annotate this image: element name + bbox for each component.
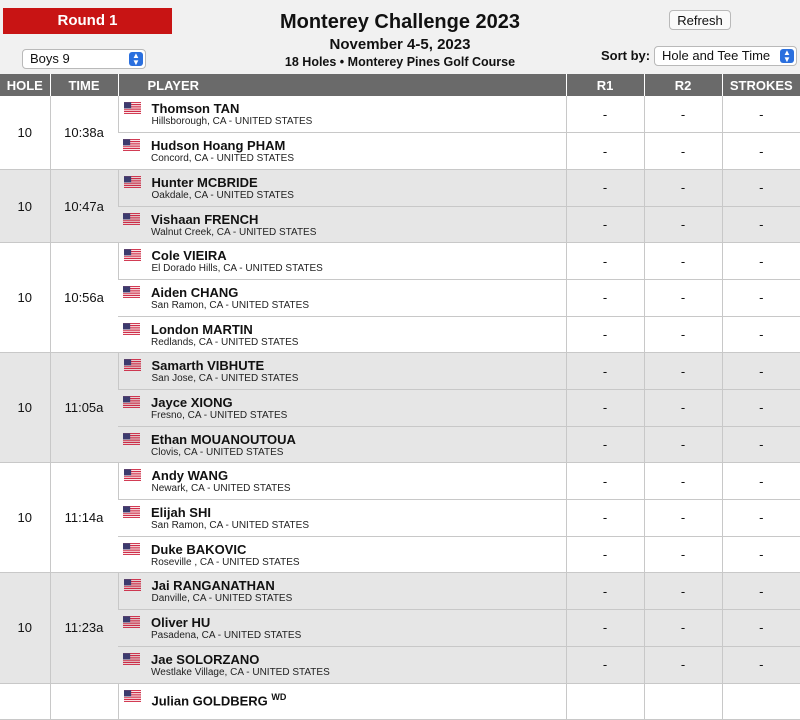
us-flag-icon	[123, 433, 140, 445]
player-location: Hillsborough, CA - UNITED STATES	[151, 116, 313, 127]
table-row[interactable]	[0, 353, 800, 390]
r1-cell: -	[566, 169, 644, 206]
r2-cell: -	[644, 610, 722, 647]
r2-cell: -	[644, 133, 722, 170]
col-header-strokes[interactable]: STROKES	[722, 74, 800, 96]
us-flag-icon	[123, 286, 140, 298]
player-name-text[interactable]: Julian GOLDBERG	[151, 692, 268, 708]
r1-cell	[566, 683, 644, 720]
r1-cell: -	[566, 463, 644, 500]
us-flag-icon	[124, 359, 141, 371]
player-name-text[interactable]: Jai RANGANATHAN	[151, 578, 275, 594]
player-name[interactable]	[151, 653, 566, 667]
col-header-hole[interactable]: HOLE	[0, 74, 50, 96]
strokes-cell: -	[722, 353, 800, 390]
table-row[interactable]	[0, 610, 800, 647]
player-cell[interactable]	[118, 610, 566, 647]
player-name-text[interactable]: Jayce XIONG	[151, 395, 233, 410]
time-cell: 11:05a	[50, 353, 118, 463]
player-cell[interactable]	[118, 573, 566, 610]
table-row[interactable]	[0, 279, 800, 316]
select-chevron-icon: ▲ ▼	[780, 49, 794, 63]
player-name-text[interactable]: Cole VIEIRA	[151, 248, 227, 264]
us-flag-icon	[124, 690, 141, 702]
player-name[interactable]	[151, 506, 566, 520]
r2-cell: -	[644, 96, 722, 133]
sort-select-value: Hole and Tee Time	[662, 48, 771, 63]
player-cell[interactable]	[118, 536, 566, 573]
player-location: Concord, CA - UNITED STATES	[151, 153, 294, 165]
strokes-cell: -	[722, 646, 800, 683]
select-chevron-icon: ▲ ▼	[129, 52, 143, 66]
r2-cell: -	[644, 316, 722, 353]
sort-label: Sort by:	[601, 48, 651, 63]
player-location: Roseville , CA - UNITED STATES	[151, 556, 300, 568]
player-location: Danville, CA - UNITED STATES	[151, 593, 293, 605]
player-location: San Ramon, CA - UNITED STATES	[151, 520, 310, 532]
sort-select[interactable]	[654, 46, 797, 66]
player-location: Clovis, CA - UNITED STATES	[151, 446, 284, 458]
r2-cell: -	[644, 646, 722, 683]
strokes-cell: -	[722, 573, 800, 610]
hole-cell: 10	[0, 169, 50, 242]
player-name[interactable]	[152, 579, 566, 593]
tee-times-table	[0, 74, 800, 720]
r1-cell: -	[566, 610, 644, 647]
player-location: Westlake Village, CA - UNITED STATES	[151, 666, 330, 678]
us-flag-icon	[124, 469, 141, 481]
player-name-text[interactable]: Ethan MOUANOUTOUA	[151, 431, 296, 447]
player-cell[interactable]	[118, 646, 566, 683]
table-row[interactable]	[0, 536, 800, 573]
player-name[interactable]	[151, 286, 566, 300]
strokes-cell: -	[722, 316, 800, 353]
time-cell	[50, 683, 118, 720]
strokes-cell: -	[722, 500, 800, 537]
r2-cell: -	[644, 390, 722, 427]
hole-cell: 10	[0, 353, 50, 463]
col-header-r1[interactable]: R1	[566, 74, 644, 96]
player-name[interactable]	[151, 433, 566, 447]
player-name-text[interactable]: Jae SOLORZANO	[151, 651, 260, 667]
r1-cell: -	[566, 279, 644, 316]
player-cell[interactable]	[118, 316, 566, 353]
hole-cell: 10	[0, 573, 50, 683]
player-name-text[interactable]: London MARTIN	[151, 321, 253, 337]
r1-cell: -	[566, 243, 644, 280]
table-row[interactable]	[0, 206, 800, 243]
strokes-cell: -	[722, 279, 800, 316]
us-flag-icon	[124, 579, 141, 591]
r2-cell: -	[644, 573, 722, 610]
strokes-cell: -	[722, 243, 800, 280]
table-row[interactable]	[0, 426, 800, 463]
player-name[interactable]	[152, 176, 566, 190]
r2-cell: -	[644, 243, 722, 280]
table-row[interactable]	[0, 500, 800, 537]
r1-cell: -	[566, 353, 644, 390]
strokes-cell: -	[722, 96, 800, 133]
us-flag-icon	[123, 543, 140, 555]
event-dates: November 4-5, 2023	[329, 36, 471, 53]
strokes-cell: -	[722, 133, 800, 170]
player-location: Newark, CA - UNITED STATES	[151, 483, 291, 495]
withdrawn-badge: WD	[271, 691, 287, 702]
table-row[interactable]	[0, 316, 800, 353]
table-row[interactable]	[0, 169, 800, 206]
player-name[interactable]	[152, 102, 566, 116]
r1-cell: -	[566, 133, 644, 170]
r2-cell: -	[644, 536, 722, 573]
player-cell[interactable]	[118, 353, 566, 390]
us-flag-icon	[123, 323, 140, 335]
strokes-cell: -	[722, 206, 800, 243]
strokes-cell: -	[722, 390, 800, 427]
us-flag-icon	[123, 616, 140, 628]
col-header-r2[interactable]: R2	[644, 74, 722, 96]
r2-cell: -	[644, 279, 722, 316]
player-name[interactable]	[152, 359, 566, 373]
r2-cell: -	[644, 353, 722, 390]
player-name-text[interactable]: Hudson Hoang PHAM	[151, 138, 286, 154]
r1-cell: -	[566, 206, 644, 243]
us-flag-icon	[123, 653, 140, 665]
player-name[interactable]	[152, 690, 566, 708]
time-cell: 10:47a	[50, 169, 118, 242]
us-flag-icon	[123, 396, 140, 408]
table-row[interactable]	[0, 573, 800, 610]
strokes-cell: -	[722, 463, 800, 500]
player-cell[interactable]	[118, 390, 566, 427]
strokes-cell: -	[722, 169, 800, 206]
player-name[interactable]	[151, 543, 566, 557]
r1-cell: -	[566, 316, 644, 353]
player-cell[interactable]	[118, 426, 566, 463]
r2-cell: -	[644, 426, 722, 463]
player-name-text[interactable]: Thomson TAN	[151, 101, 240, 116]
player-location: San Ramon, CA - UNITED STATES	[151, 299, 310, 311]
player-name-text[interactable]: Vishaan FRENCH	[151, 211, 259, 227]
r2-cell: -	[644, 500, 722, 537]
player-name[interactable]	[152, 469, 566, 483]
player-name[interactable]	[151, 396, 566, 410]
player-cell[interactable]	[118, 279, 566, 316]
page-title: Monterey Challenge 2023	[279, 11, 521, 33]
us-flag-icon	[123, 213, 140, 225]
player-cell[interactable]	[118, 206, 566, 243]
strokes-cell: -	[722, 426, 800, 463]
round-tab[interactable]: Round 1	[3, 8, 172, 34]
player-cell[interactable]	[118, 243, 566, 280]
player-name[interactable]	[151, 213, 566, 227]
time-cell: 10:56a	[50, 243, 118, 353]
player-cell[interactable]	[118, 133, 566, 170]
r2-cell: -	[644, 169, 722, 206]
table-row[interactable]	[0, 96, 800, 133]
r1-cell: -	[566, 646, 644, 683]
page-header	[0, 0, 800, 74]
player-name-text[interactable]: Oliver HU	[151, 615, 211, 631]
r1-cell: -	[566, 536, 644, 573]
us-flag-icon	[124, 176, 141, 188]
r2-cell: -	[644, 206, 722, 243]
player-name[interactable]	[151, 616, 566, 630]
player-cell[interactable]	[118, 169, 566, 206]
hole-cell: 10	[0, 463, 50, 573]
course-info: 18 Holes • Monterey Pines Golf Course	[284, 55, 516, 69]
time-cell: 11:23a	[50, 573, 118, 683]
table-row[interactable]	[0, 646, 800, 683]
us-flag-icon	[124, 102, 141, 114]
division-select[interactable]	[22, 49, 146, 69]
hole-cell: 10	[0, 243, 50, 353]
player-name[interactable]	[151, 139, 566, 153]
player-name[interactable]	[151, 323, 566, 337]
player-location: San Jose, CA - UNITED STATES	[151, 373, 299, 385]
player-cell[interactable]	[118, 683, 566, 720]
strokes-cell: -	[722, 610, 800, 647]
strokes-cell: -	[722, 536, 800, 573]
table-header-row	[0, 74, 800, 96]
table-row[interactable]	[0, 133, 800, 170]
col-header-time[interactable]: TIME	[50, 74, 118, 96]
player-name-text[interactable]: Aiden CHANG	[151, 284, 239, 300]
division-select-value: Boys 9	[30, 51, 70, 66]
player-name-text[interactable]: Andy WANG	[151, 468, 229, 484]
player-cell[interactable]	[118, 463, 566, 500]
refresh-button[interactable]: Refresh	[669, 10, 731, 30]
table-row[interactable]	[0, 390, 800, 427]
player-location: Redlands, CA - UNITED STATES	[151, 336, 299, 348]
us-flag-icon	[124, 249, 141, 261]
player-name[interactable]	[152, 249, 566, 263]
time-cell: 11:14a	[50, 463, 118, 573]
player-name-text[interactable]: Samarth VIBHUTE	[151, 358, 265, 374]
table-row[interactable]	[0, 683, 800, 720]
table-row[interactable]	[0, 243, 800, 280]
r1-cell: -	[566, 573, 644, 610]
us-flag-icon	[123, 139, 140, 151]
player-name-text[interactable]: Hunter MCBRIDE	[151, 174, 258, 190]
player-name-text[interactable]: Elijah SHI	[151, 505, 211, 521]
r2-cell: -	[644, 463, 722, 500]
hole-cell: 10	[0, 96, 50, 169]
hole-cell	[0, 683, 50, 720]
r1-cell: -	[566, 500, 644, 537]
player-cell[interactable]	[118, 96, 566, 133]
player-location: Fresno, CA - UNITED STATES	[151, 410, 288, 421]
player-cell[interactable]	[118, 500, 566, 537]
player-location: Pasadena, CA - UNITED STATES	[151, 630, 302, 642]
player-location: Oakdale, CA - UNITED STATES	[151, 189, 294, 201]
us-flag-icon	[123, 506, 140, 518]
table-body	[0, 96, 800, 720]
strokes-cell	[722, 683, 800, 720]
player-location: El Dorado Hills, CA - UNITED STATES	[151, 263, 323, 275]
r2-cell	[644, 683, 722, 720]
r1-cell: -	[566, 96, 644, 133]
r1-cell: -	[566, 390, 644, 427]
player-location: Walnut Creek, CA - UNITED STATES	[151, 226, 317, 238]
table-row[interactable]	[0, 463, 800, 500]
r1-cell: -	[566, 426, 644, 463]
time-cell: 10:38a	[50, 96, 118, 169]
col-header-player[interactable]: PLAYER	[118, 74, 566, 96]
player-name-text[interactable]: Duke BAKOVIC	[151, 541, 247, 557]
